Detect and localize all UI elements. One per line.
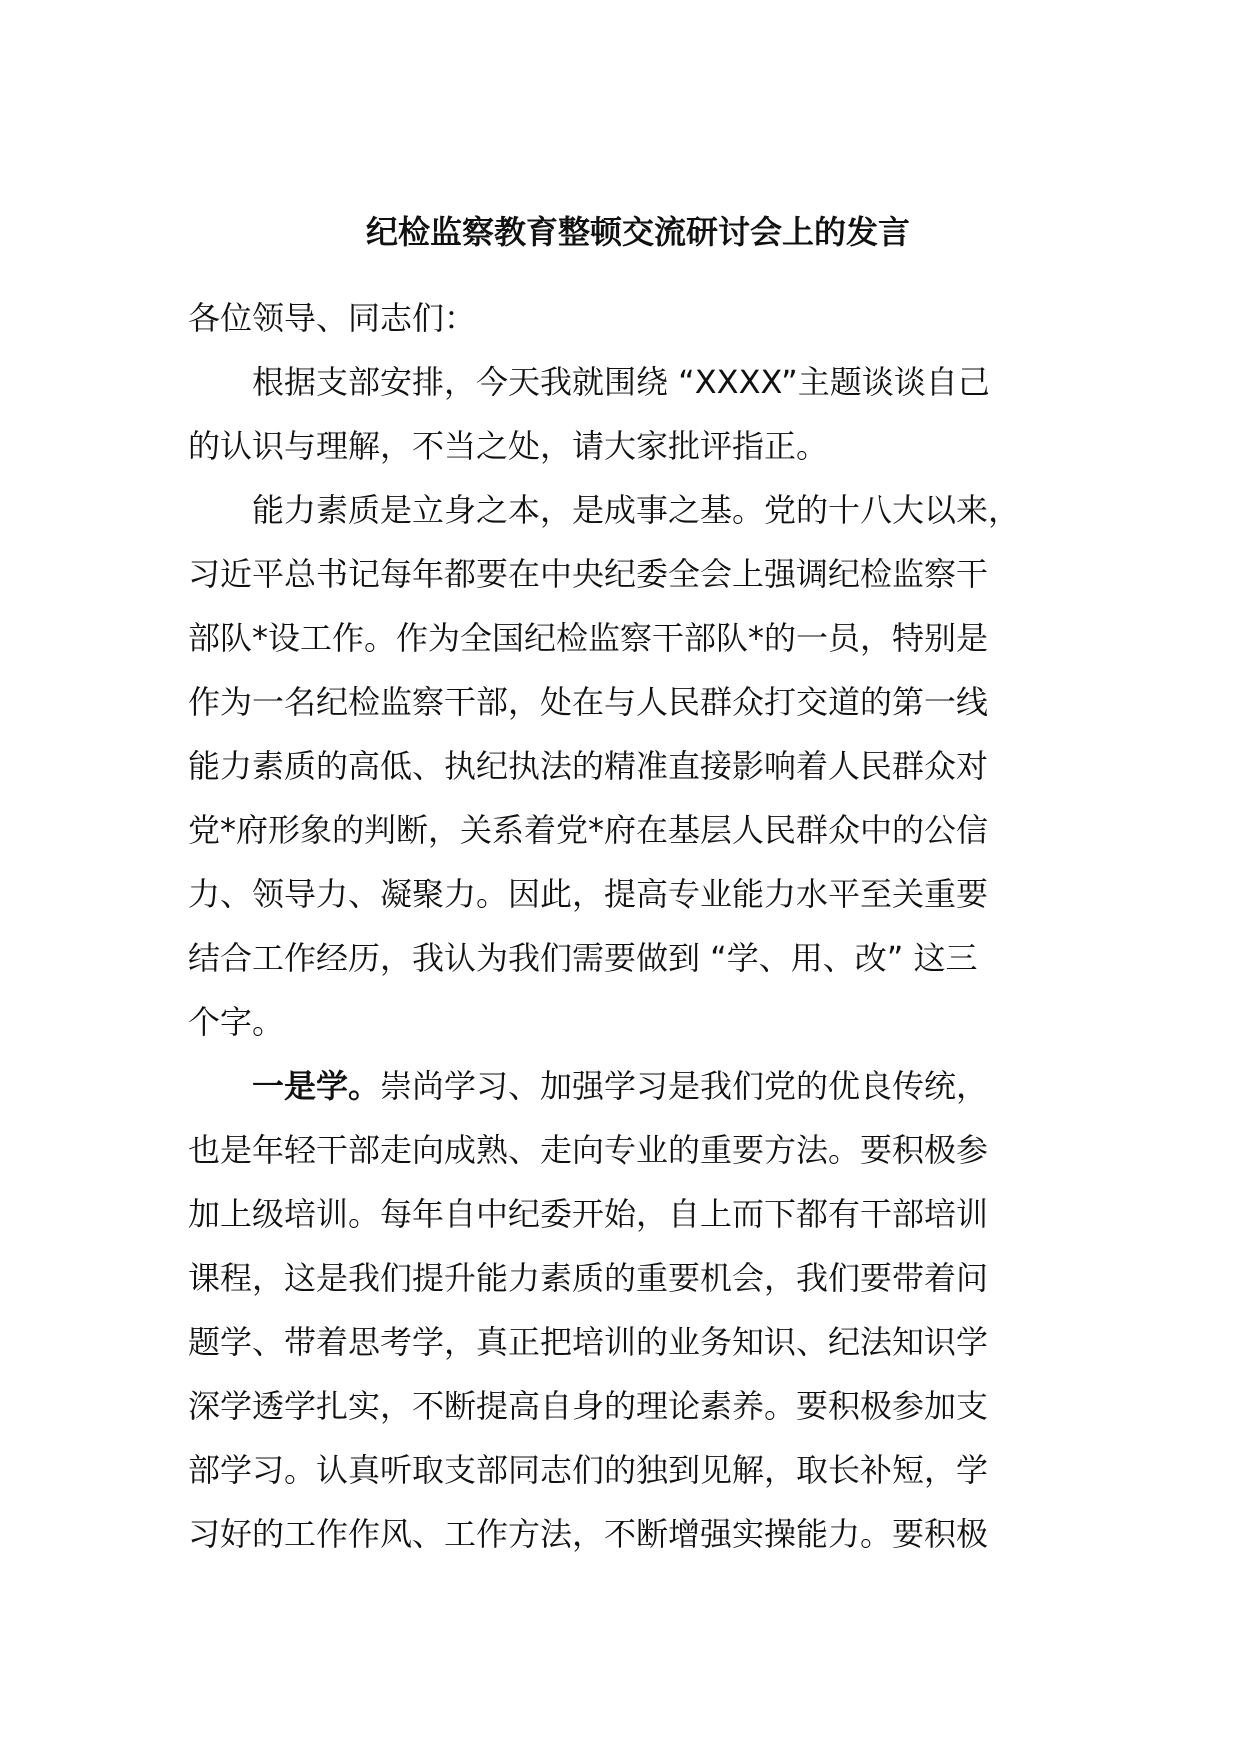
paragraph-line: 加上级培训。每年自中纪委开始，自上而下都有干部培训 — [188, 1195, 989, 1233]
paragraph-line: 习好的工作作风、工作方法，不断增强实操能力。要积极 — [188, 1515, 989, 1553]
paragraph-line: 结合工作经历，我认为我们需要做到 “学、用、改” 这三 — [188, 939, 978, 977]
paragraph-line: 课程，这是我们提升能力素质的重要机会，我们要带着问 — [188, 1259, 989, 1297]
paragraph-ability — [188, 478, 1088, 1054]
paragraph-line: 也是年轻干部走向成熟、走向专业的重要方法。要积极参 — [188, 1131, 989, 1169]
document-body — [188, 202, 1088, 1566]
paragraph-line: 能力素质的高低、执纪执法的精准直接影响着人民群众对 — [188, 747, 989, 785]
salutation: 各位领导、同志们： — [188, 299, 477, 337]
paragraph-line: 能力素质是立身之本，是成事之基。党的十八大以来， — [252, 491, 1021, 529]
paragraph-learn — [188, 1054, 1088, 1566]
paragraph-lead: 一是学。 — [252, 1067, 381, 1105]
paragraph-line: 根据支部安排，今天我就围绕 “XXXX”主题谈谈自己 — [252, 363, 990, 401]
paragraph-line: 个字。 — [188, 1003, 285, 1041]
document-title: 纪检监察教育整顿交流研讨会上的发言 — [365, 213, 910, 251]
paragraph-line: 作为一名纪检监察干部，处在与人民群众打交道的第一线 — [188, 683, 989, 721]
paragraph-line-rest: 崇尚学习、加强学习是我们党的优良传统， — [380, 1067, 989, 1105]
paragraph-line: 力、领导力、凝聚力。因此，提高专业能力水平至关重要 — [188, 875, 989, 913]
paragraph-line: 部学习。认真听取支部同志们的独到见解，取长补短，学 — [188, 1451, 989, 1489]
paragraph-line — [188, 1054, 1088, 1118]
paragraph-line: 深学透学扎实，不断提高自身的理论素养。要积极参加支 — [188, 1387, 989, 1425]
paragraph-line: 党*府形象的判断，关系着党*府在基层人民群众中的公信 — [188, 811, 989, 849]
paragraph-line: 部队*设工作。作为全国纪检监察干部队*的一员，特别是 — [188, 619, 989, 657]
paragraph-line: 题学、带着思考学，真正把培训的业务知识、纪法知识学 — [188, 1323, 989, 1361]
paragraph-line: 习近平总书记每年都要在中央纪委全会上强调纪检监察干 — [188, 555, 989, 593]
paragraph-line: 的认识与理解，不当之处，请大家批评指正。 — [188, 427, 829, 465]
paragraph-intro — [188, 350, 1088, 478]
